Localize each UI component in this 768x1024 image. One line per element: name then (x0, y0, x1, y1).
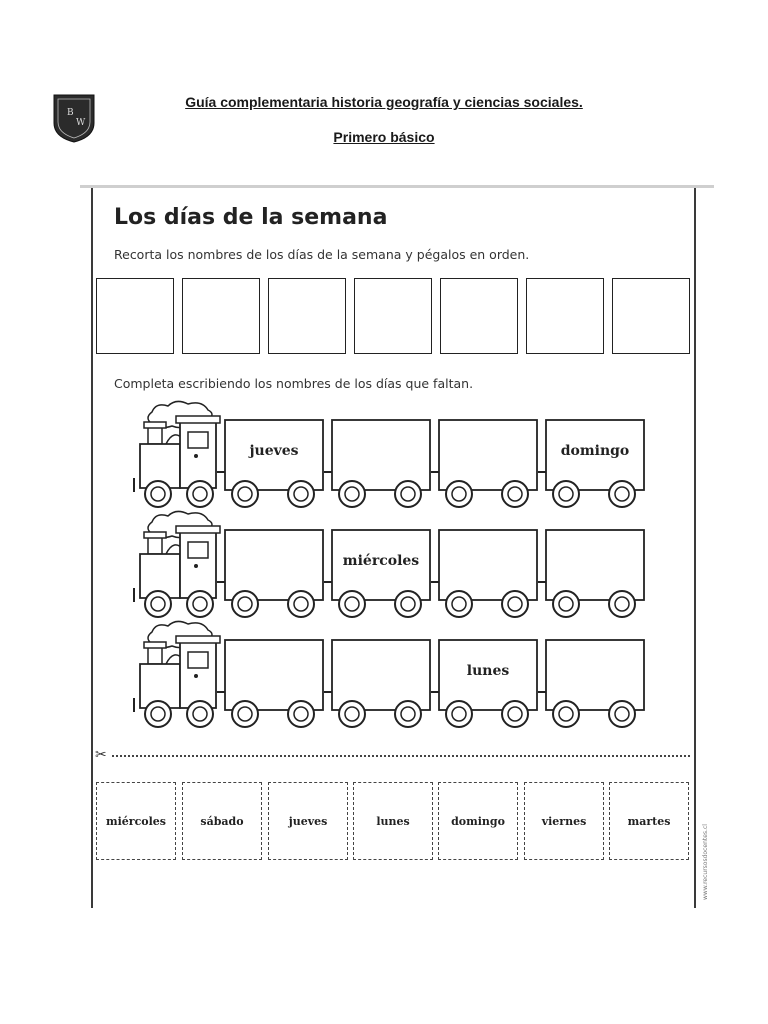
paste-box[interactable] (440, 278, 518, 354)
source-watermark: www.recursosdocentes.cl (702, 824, 709, 900)
cutout-card-label: viernes (541, 814, 587, 828)
worksheet-left-border (91, 188, 93, 908)
cut-dotted-line (112, 755, 690, 757)
svg-text:B: B (67, 108, 74, 118)
cutout-card-label: domingo (451, 814, 505, 828)
wagon[interactable] (546, 530, 644, 600)
guide-title: Guía complementaria historia geografía y ciencias sociales. (185, 94, 583, 110)
paste-box[interactable] (612, 278, 690, 354)
paste-box[interactable] (96, 278, 174, 354)
cutout-card[interactable] (353, 782, 433, 860)
wagon[interactable] (546, 640, 644, 710)
wagon-day-label: jueves (249, 443, 299, 459)
cutout-card[interactable] (609, 782, 689, 860)
train-row (134, 621, 644, 727)
wagon[interactable] (439, 530, 537, 600)
cutout-card[interactable] (96, 782, 176, 860)
cutout-card-label: martes (627, 814, 671, 828)
train-row (134, 401, 644, 507)
paste-box[interactable] (526, 278, 604, 354)
paste-boxes-row (96, 278, 690, 358)
train-row (134, 511, 644, 617)
cutout-card-label: lunes (376, 814, 410, 828)
instruction-complete-days: Completa escribiendo los nombres de los días que faltan. (114, 376, 474, 391)
worksheet-title: Los días de la semana (114, 205, 388, 230)
wagon[interactable] (439, 420, 537, 490)
wagon-day-label: miércoles (342, 553, 420, 569)
worksheet-top-edge (80, 185, 714, 188)
wagon-day-label: lunes (466, 663, 510, 679)
wagon[interactable] (332, 640, 430, 710)
wagon[interactable] (225, 530, 323, 600)
trains-illustration (130, 400, 660, 730)
cutout-card-label: sábado (200, 814, 244, 828)
cutout-card[interactable] (524, 782, 604, 860)
paste-box[interactable] (354, 278, 432, 354)
cutout-card[interactable] (182, 782, 262, 860)
scissors-icon: ✂ (95, 747, 107, 763)
cutout-card-label: miércoles (105, 814, 167, 828)
cutout-card[interactable] (438, 782, 518, 860)
grade-subtitle: Primero básico (333, 129, 435, 145)
wagon[interactable] (225, 640, 323, 710)
paste-box[interactable] (268, 278, 346, 354)
wagon[interactable] (332, 420, 430, 490)
instruction-cut-paste: Recorta los nombres de los días de la semana y pégalos en orden. (114, 247, 530, 262)
wagon-day-label: domingo (560, 443, 630, 459)
cutout-card[interactable] (268, 782, 348, 860)
paste-box[interactable] (182, 278, 260, 354)
cutout-card-label: jueves (288, 814, 328, 828)
worksheet-right-border (694, 188, 696, 908)
svg-text:W: W (76, 118, 86, 128)
